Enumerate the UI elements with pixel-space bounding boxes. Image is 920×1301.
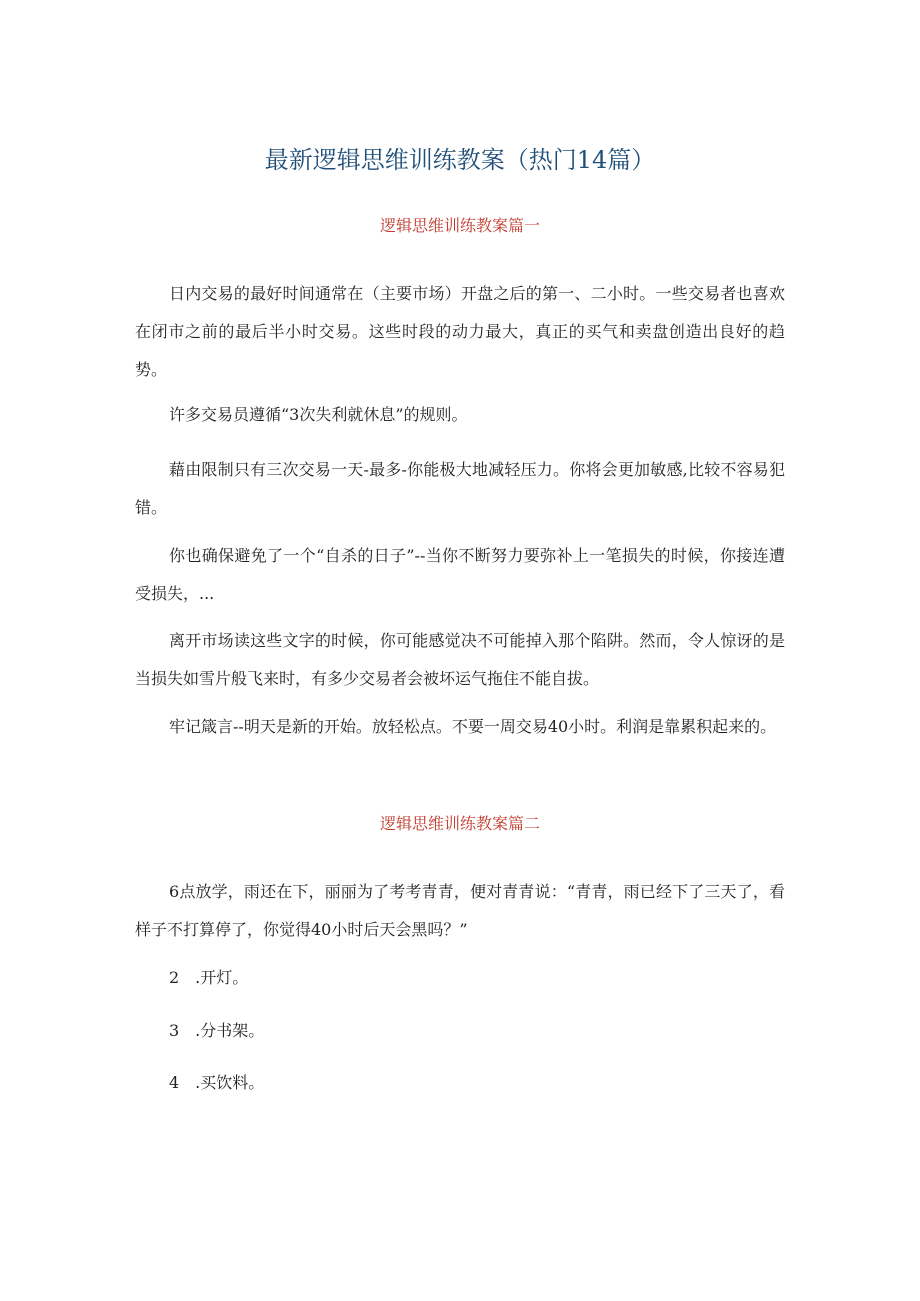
paragraph: 你也确保避免了一个“自杀的日子”--当你不断努力要弥补上一笔损失的时候，你接连遭受损失，... — [135, 546, 785, 603]
paragraph: 许多交易员遵循“3次失利就休息”的规则。 — [169, 405, 468, 424]
paragraph: 藉由限制只有三次交易一天-最多-你能极大地减轻压力。你将会更加敏感,比较不容易犯错。 — [135, 460, 785, 517]
list-item: 3 .分书架。 — [169, 1021, 265, 1040]
paragraph: 离开市场读这些文字的时候，你可能感觉决不可能掉入那个陷阱。然而，令人惊讶的是当损失如雪片般飞来时，有多少交易者会被坏运气拖住不能自拔。 — [135, 631, 785, 688]
document-title: 最新逻辑思维训练教案（热门14篇） — [264, 146, 656, 174]
paragraph: 6点放学，雨还在下，丽丽为了考考青青，便对青青说：“青青，雨已经下了三天了，看样子不打算停了，你觉得40小时后天会黑吗？” — [135, 882, 785, 939]
list-item: 4 .买饮料。 — [169, 1073, 265, 1092]
section-heading-1: 逻辑思维训练教案篇一 — [379, 216, 540, 235]
paragraph: 日内交易的最好时间通常在（主要市场）开盘之后的第一、二小时。一些交易者也喜欢在闭市之前的最后半小时交易。这些时段的动力最大，真正的买气和卖盘创造出良好的趋势。 — [135, 284, 785, 379]
list-item: 2 .开灯。 — [169, 968, 249, 987]
section-heading-2: 逻辑思维训练教案篇二 — [379, 814, 540, 833]
paragraph: 牢记箴言--明天是新的开始。放轻松点。不要一周交易40小时。利润是靠累积起来的。 — [169, 717, 777, 736]
